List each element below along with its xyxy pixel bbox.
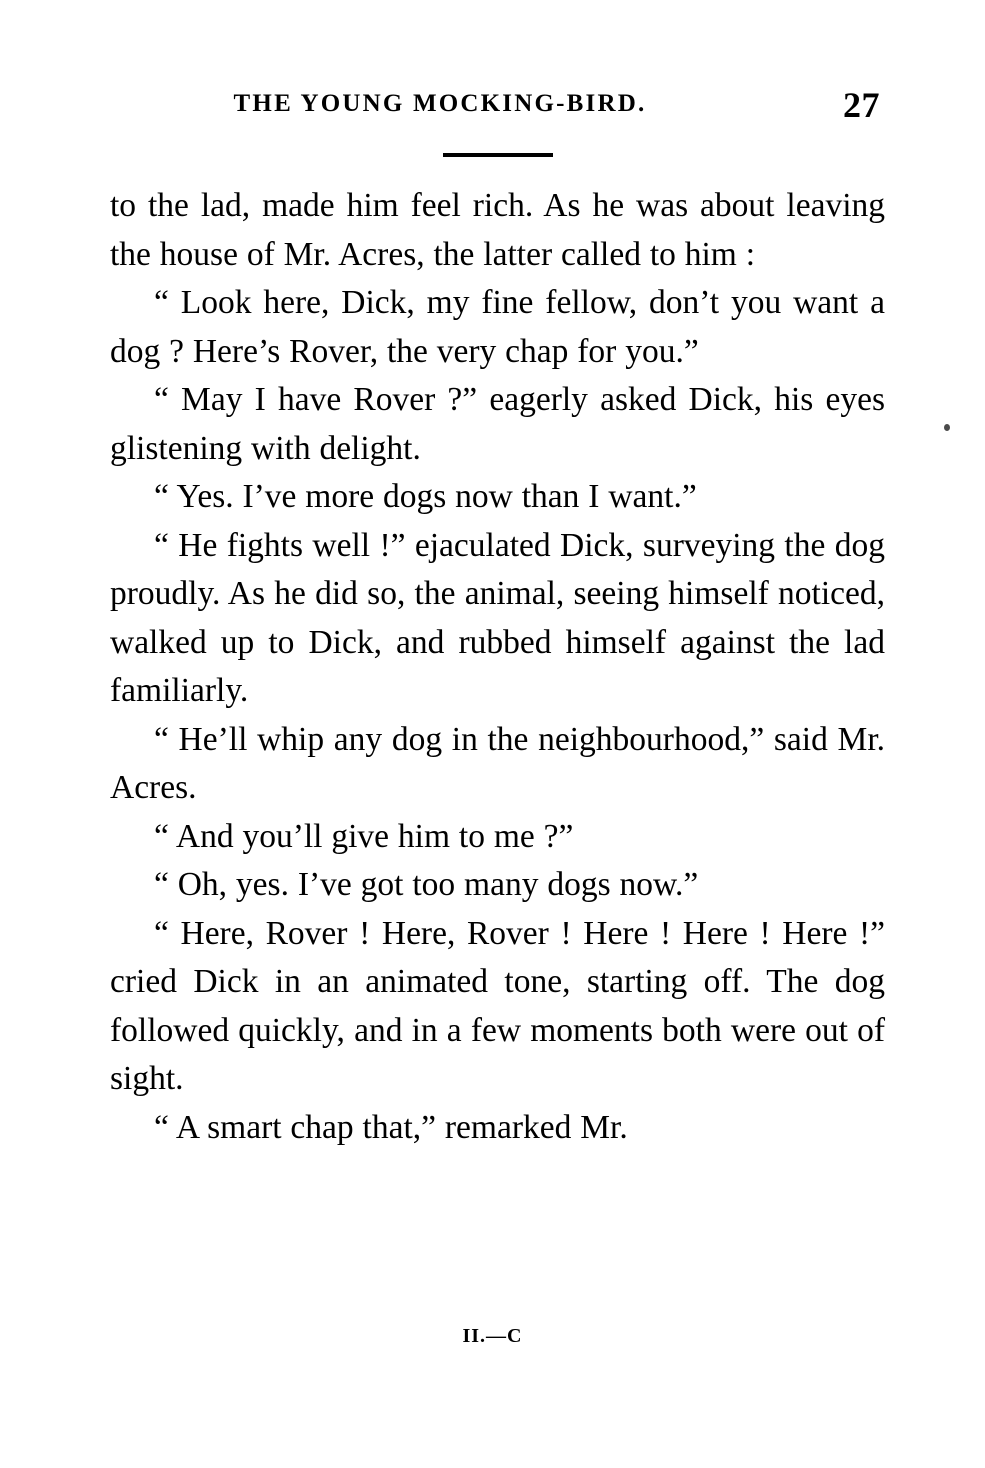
paragraph: “ Look here, Dick, my fine fellow, don’t you want a dog ? Here’s Rover, the very chap for you.” xyxy=(110,284,885,370)
paragraph: “ Oh, yes. I’ve got too many dogs now.” xyxy=(154,866,699,903)
signature-mark: II.—C xyxy=(462,1325,523,1347)
paragraph: “ And you’ll give him to me ?” xyxy=(154,817,574,855)
paragraph: “ He’ll whip any dog in the neighbourhood,” said Mr. Acres. xyxy=(110,720,885,806)
page-header xyxy=(110,85,880,134)
paragraph: “ Yes. I’ve more dogs now than I want.” xyxy=(154,478,697,515)
header-rule xyxy=(443,153,553,157)
paragraph: “ May I have Rover ?” eagerly asked Dick, his eyes glistening with delight. xyxy=(110,381,885,467)
paragraph: “ A smart chap that,” remarked Mr. xyxy=(154,1108,628,1146)
paragraph: “ Here, Rover ! Here, Rover ! Here ! Here ! Here !” cried Dick in an animated tone, starting off. The dog followed quickly, and in a few moments both were out of sight. xyxy=(110,914,885,1097)
scan-speck xyxy=(944,424,950,431)
paragraph: to the lad, made him feel rich. As he was about leaving the house of Mr. Acres, the latter called to him : xyxy=(110,187,885,273)
running-title: THE YOUNG MOCKING-BIRD. xyxy=(233,90,647,117)
paragraph: “ He fights well !” ejaculated Dick, surveying the dog proudly. As he did so, the animal, seeing himself noticed, walked up to Dick, and rubbed himself against the lad familiarly. xyxy=(110,526,885,709)
page-number: 27 xyxy=(843,85,880,125)
body-text xyxy=(110,182,885,1152)
